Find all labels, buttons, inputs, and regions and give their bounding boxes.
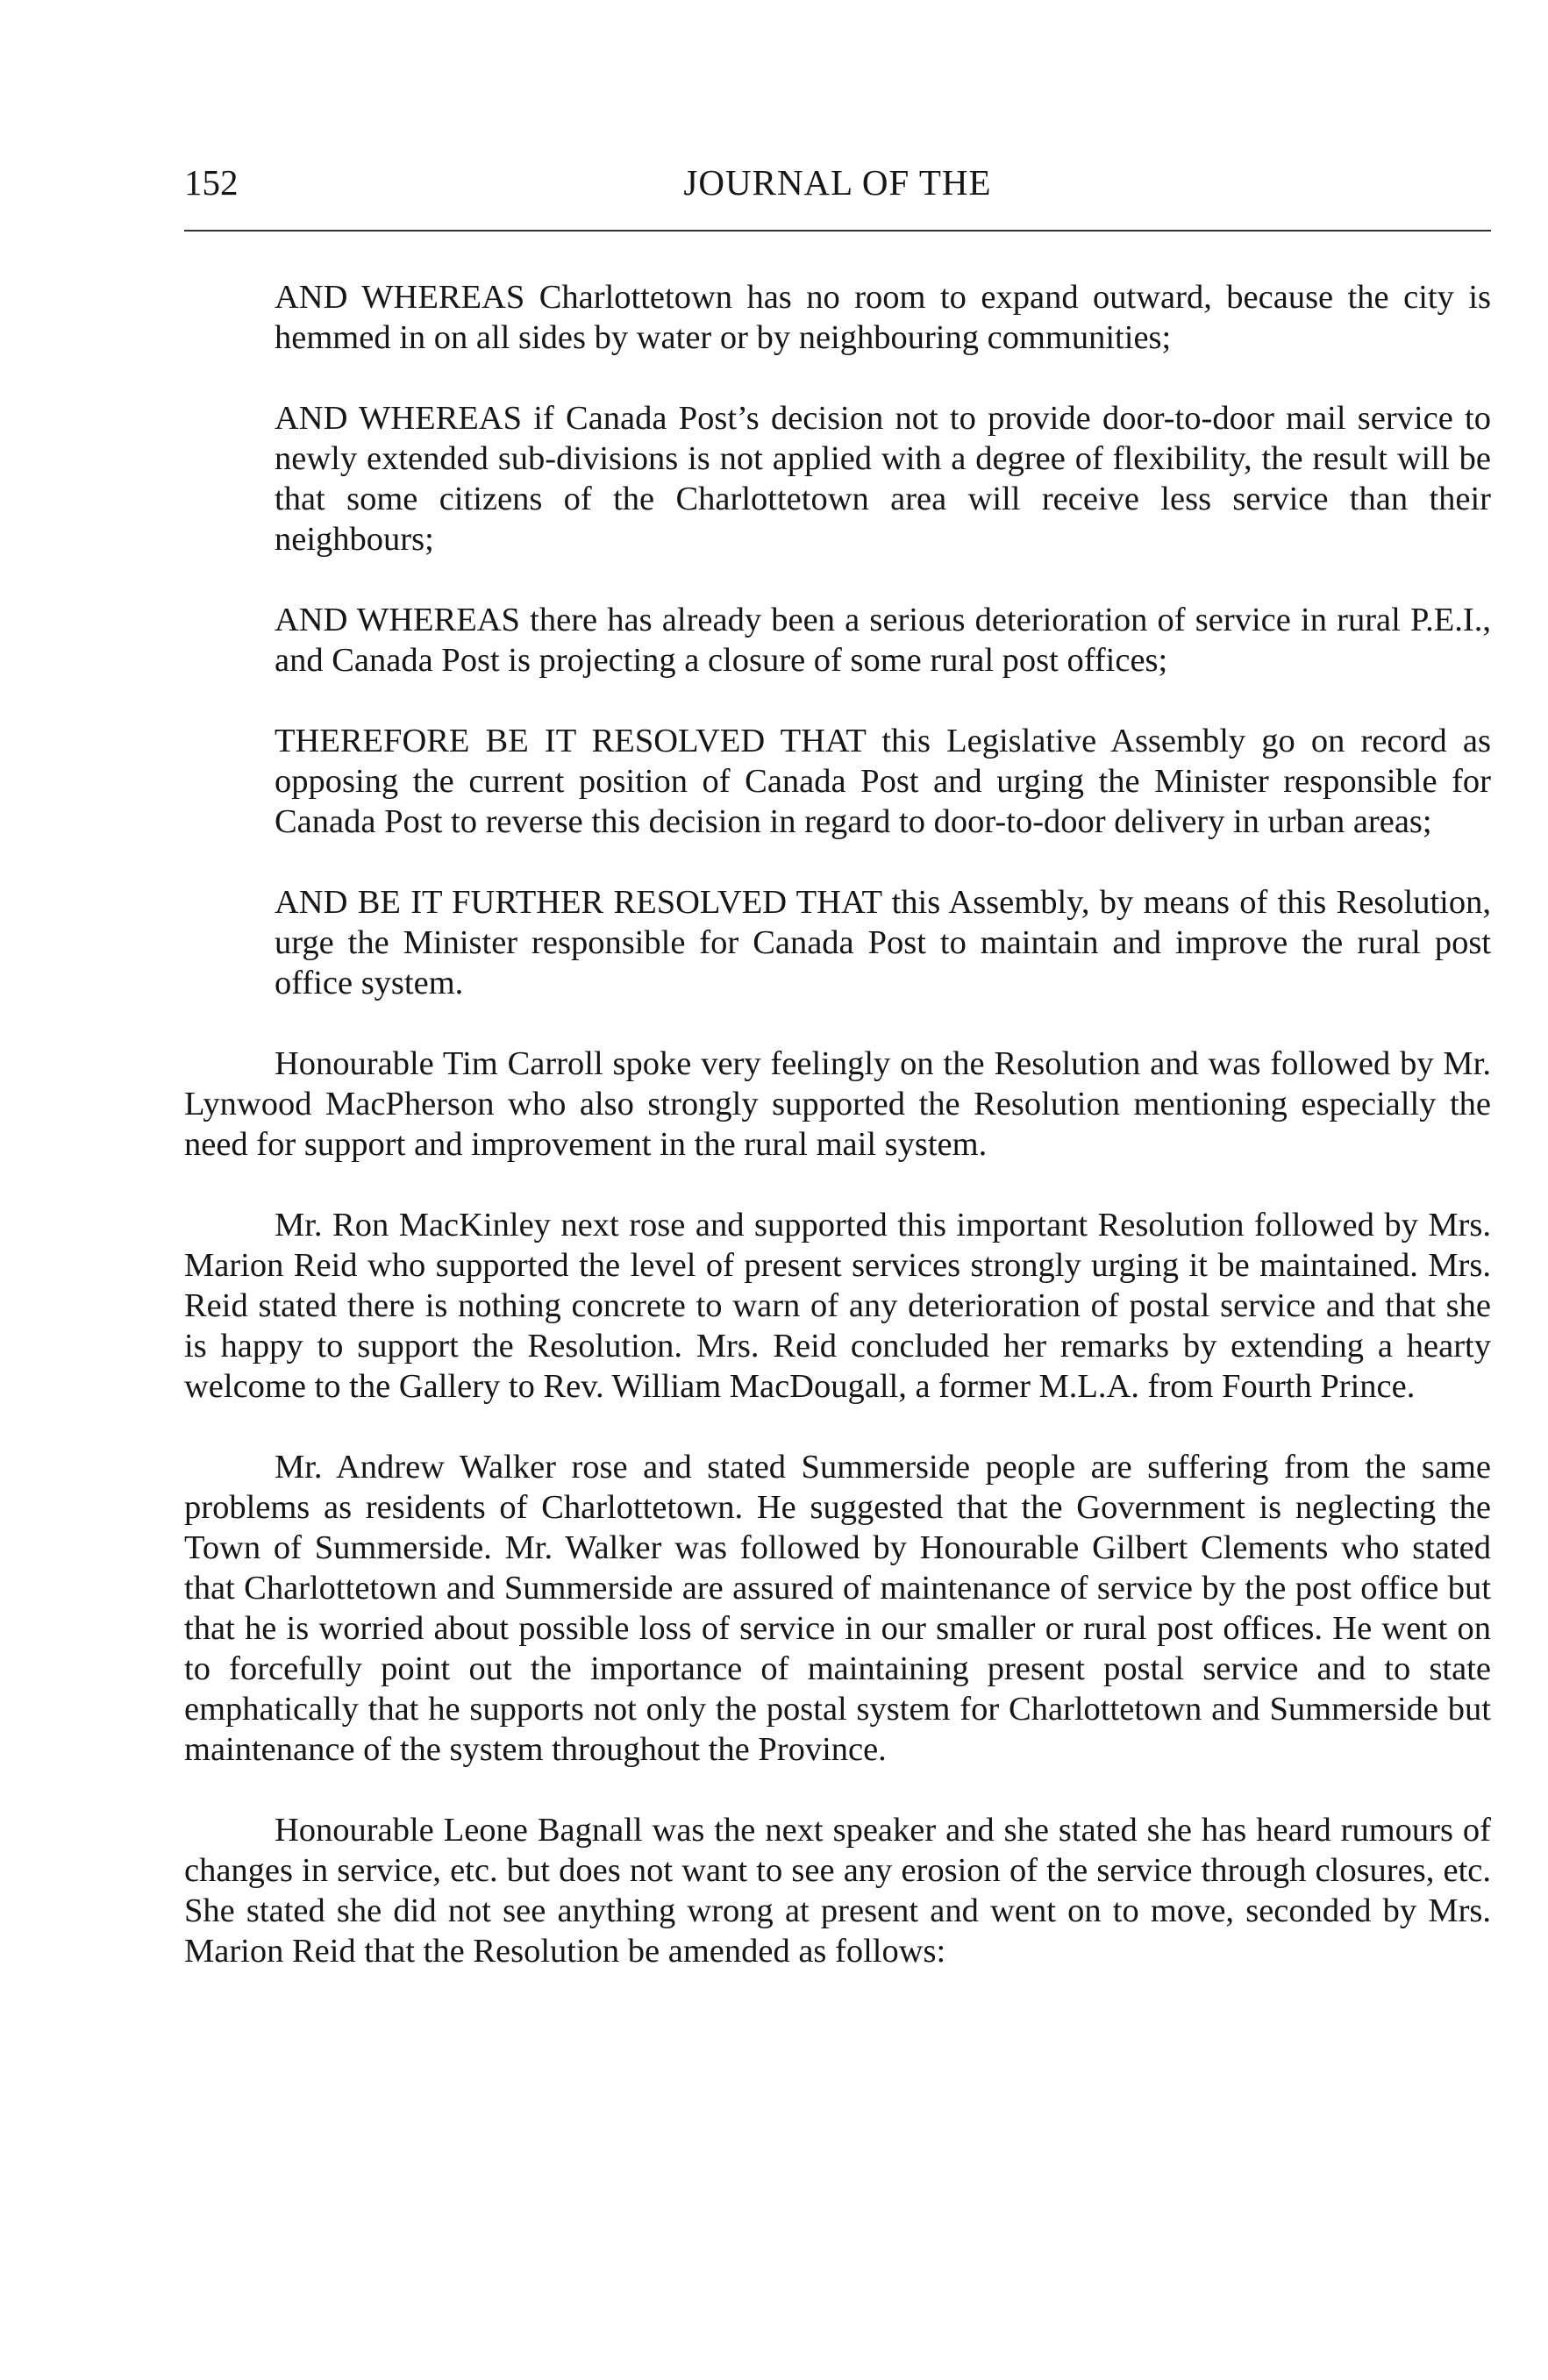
paragraph-walker: Mr. Andrew Walker rose and stated Summerside people are suffering from the same problems as residents of Charlottetown. He suggested that the Government is neglecting the Town of Summerside. Mr. Walker was followed by Honourable Gilbert Clements who stated that Charlottetown and Summerside are assured of maintenance of service by the post office but that he is worried about possible loss of service in our smaller or rural post offices. He went on to forcefully point out the importance of maintaining present postal service and to state emphatically that he supports not only the postal system for Charlottetown and Summerside but maintenance of the system throughout the Province.: [184, 1449, 1491, 1768]
page-body: [184, 277, 1491, 2012]
whereas-clause-rural-service: AND WHEREAS there has already been a serious deterioration of service in rural P.E.I., and Canada Post is projecting a closure of some rural post offices;: [275, 602, 1491, 679]
page-header: [184, 156, 1491, 209]
header-rule: [184, 230, 1491, 232]
resolved-clause: THEREFORE BE IT RESOLVED THAT this Legislative Assembly go on record as opposing the current position of Canada Post and urging the Minister responsible for Canada Post to reverse this decision in regard to door-to-door delivery in urban areas;: [275, 723, 1491, 840]
running-head: JOURNAL OF THE: [683, 162, 992, 203]
paragraph-mackinley: Mr. Ron MacKinley next rose and supported this important Resolution followed by Mrs. Marion Reid who supported the level of present services strongly urging it be maintained. Mrs. Reid stated there is nothing concrete to warn of any deterioration of postal service and that she is happy to support the Resolution. Mrs. Reid concluded her remarks by extending a hearty welcome to the Gallery to Rev. William MacDougall, a former M.L.A. from Fourth Prince.: [184, 1207, 1491, 1405]
further-resolved-clause: AND BE IT FURTHER RESOLVED THAT this Assembly, by means of this Resolution, urge the Minister responsible for Canada Post to maintain and improve the rural post office system.: [275, 884, 1491, 1001]
whereas-clause-expansion: AND WHEREAS Charlottetown has no room to expand outward, because the city is hemmed in on all sides by water or by neighbouring communities;: [275, 279, 1491, 356]
page-number: 152: [184, 162, 239, 203]
paragraph-bagnall: Honourable Leone Bagnall was the next speaker and she stated she has heard rumours of changes in service, etc. but does not want to see any erosion of the service through closures, etc. She stated she did not see anything wrong at present and went on to move, seconded by Mrs. Marion Reid that the Resolution be amended as follows:: [184, 1812, 1491, 1970]
whereas-clause-flexibility: AND WHEREAS if Canada Post’s decision not to provide door-to-door mail service to newly extended sub-divisions is not applied with a degree of flexibility, the result will be that some citizens of the Charlottetown area will receive less service than their neighbours;: [275, 400, 1491, 558]
paragraph-carroll: Honourable Tim Carroll spoke very feelingly on the Resolution and was followed by Mr. Lynwood MacPherson who also strongly supported the Resolution mentioning especially the need for support and improvement in the rural mail system.: [184, 1045, 1491, 1163]
